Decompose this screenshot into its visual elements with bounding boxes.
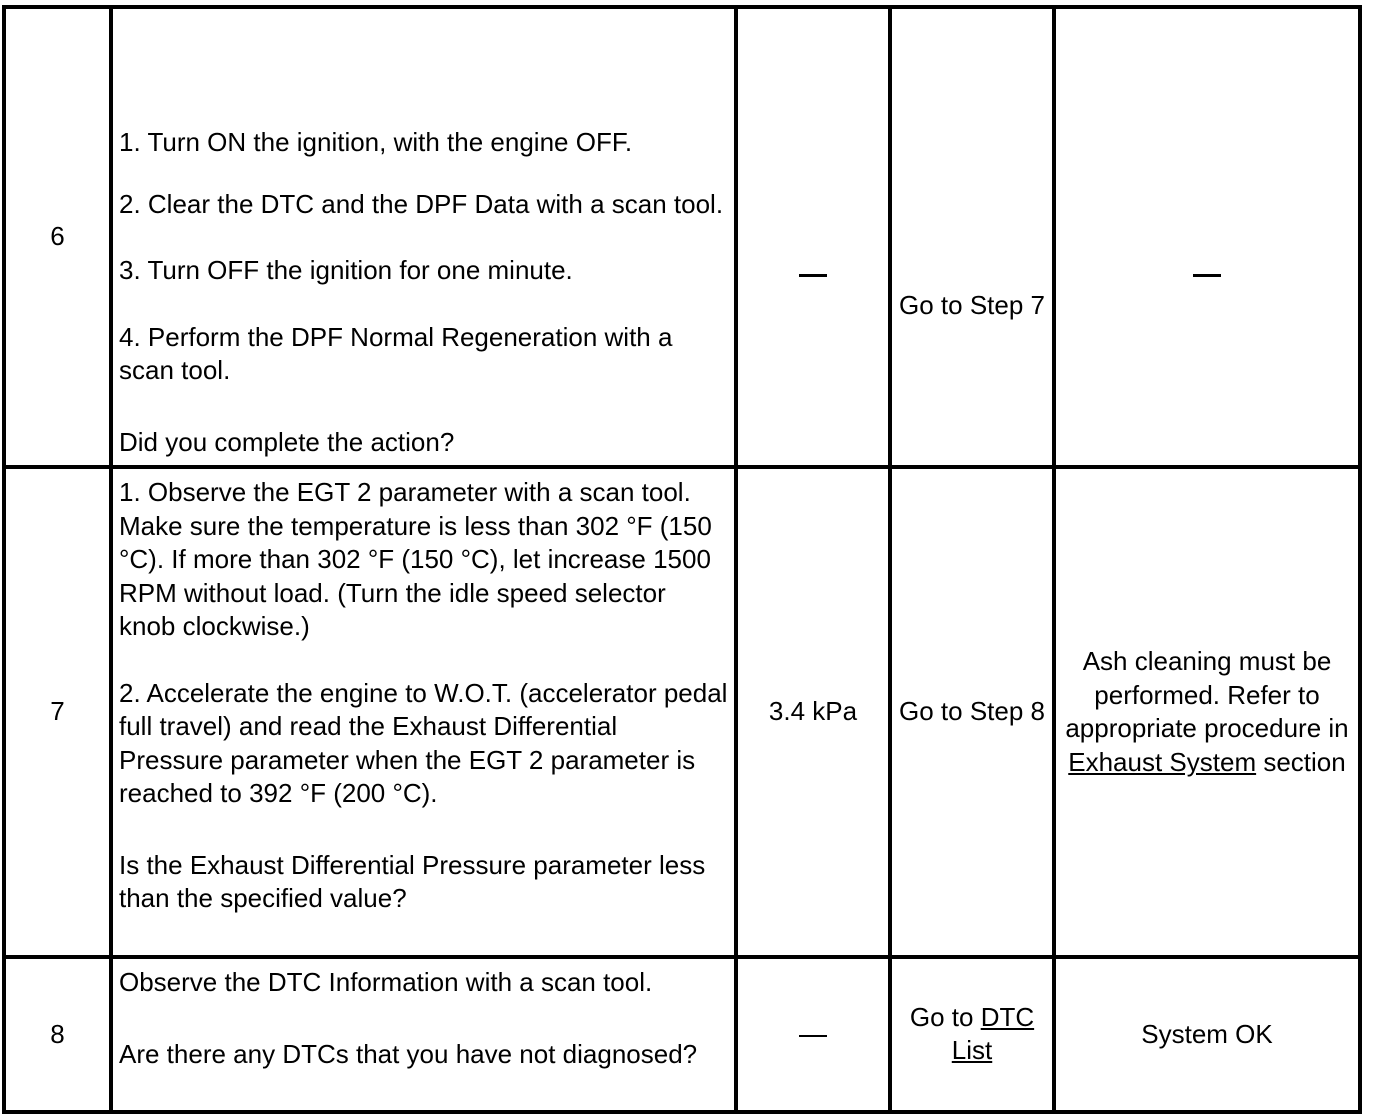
dash-mark bbox=[1193, 274, 1221, 277]
dtc-list-link[interactable]: DTC List bbox=[951, 1002, 1035, 1066]
action-item: 3. Turn OFF the ignition for one minute. bbox=[119, 255, 573, 285]
action-cell bbox=[111, 467, 736, 957]
action-item: 4. Perform the DPF Normal Regeneration with a scan tool. bbox=[119, 321, 673, 385]
exhaust-system-link[interactable]: Exhaust System bbox=[1068, 746, 1257, 777]
action-cell bbox=[111, 7, 736, 467]
action-question: Are there any DTCs that you have not diagnosed? bbox=[119, 1038, 698, 1069]
table-row bbox=[4, 957, 1360, 1112]
step-number: 7 bbox=[4, 467, 111, 957]
dash-mark bbox=[799, 274, 827, 277]
step-number: 8 bbox=[4, 957, 111, 1112]
yes-cell bbox=[890, 7, 1054, 467]
yes-cell bbox=[890, 467, 1054, 957]
action-cell bbox=[111, 957, 736, 1112]
yes-action: Go to Step 7 bbox=[899, 290, 1045, 320]
no-action-text-after: section bbox=[1263, 746, 1346, 777]
action-item: 2. Clear the DTC and the DPF Data with a scan tool. bbox=[119, 188, 724, 219]
value-cell bbox=[736, 957, 890, 1112]
table-row bbox=[4, 7, 1360, 467]
yes-action: Go to Step 8 bbox=[899, 696, 1045, 727]
action-item: 1. Turn ON the ignition, with the engine OFF. bbox=[119, 127, 633, 157]
action-item: Observe the DTC Information with a scan tool. bbox=[119, 967, 653, 997]
no-action-text: Ash cleaning must be performed. Refer to appropriate procedure in bbox=[1065, 646, 1349, 743]
no-cell bbox=[1054, 7, 1360, 467]
yes-cell bbox=[890, 957, 1054, 1112]
action-item: 2. Accelerate the engine to W.O.T. (accelerator pedal full travel) and read the Exhaust Differential Pressure parameter when the EGT 2 parameter is reached to 392 °F (200 °C). bbox=[119, 677, 728, 808]
yes-action bbox=[897, 1001, 1047, 1067]
table-row bbox=[4, 467, 1360, 957]
no-action bbox=[1062, 645, 1352, 779]
diagnostic-table bbox=[2, 5, 1362, 1114]
step-number: 6 bbox=[4, 7, 111, 467]
no-cell bbox=[1054, 467, 1360, 957]
value-cell bbox=[736, 7, 890, 467]
no-cell: System OK bbox=[1054, 957, 1360, 1112]
action-item: 1. Observe the EGT 2 parameter with a scan tool. Make sure the temperature is less than 302 °F (150 °C). If more than 302 °F (150 °C), let increase 1500 RPM without load. (Turn the idle speed selector knob clockwise.) bbox=[119, 477, 712, 641]
yes-action-text: Go to bbox=[909, 1002, 974, 1033]
action-question: Is the Exhaust Differential Pressure parameter less than the specified value? bbox=[119, 849, 706, 913]
action-question: Did you complete the action? bbox=[119, 426, 455, 457]
value-cell: 3.4 kPa bbox=[736, 467, 890, 957]
dash-mark bbox=[799, 1035, 827, 1037]
